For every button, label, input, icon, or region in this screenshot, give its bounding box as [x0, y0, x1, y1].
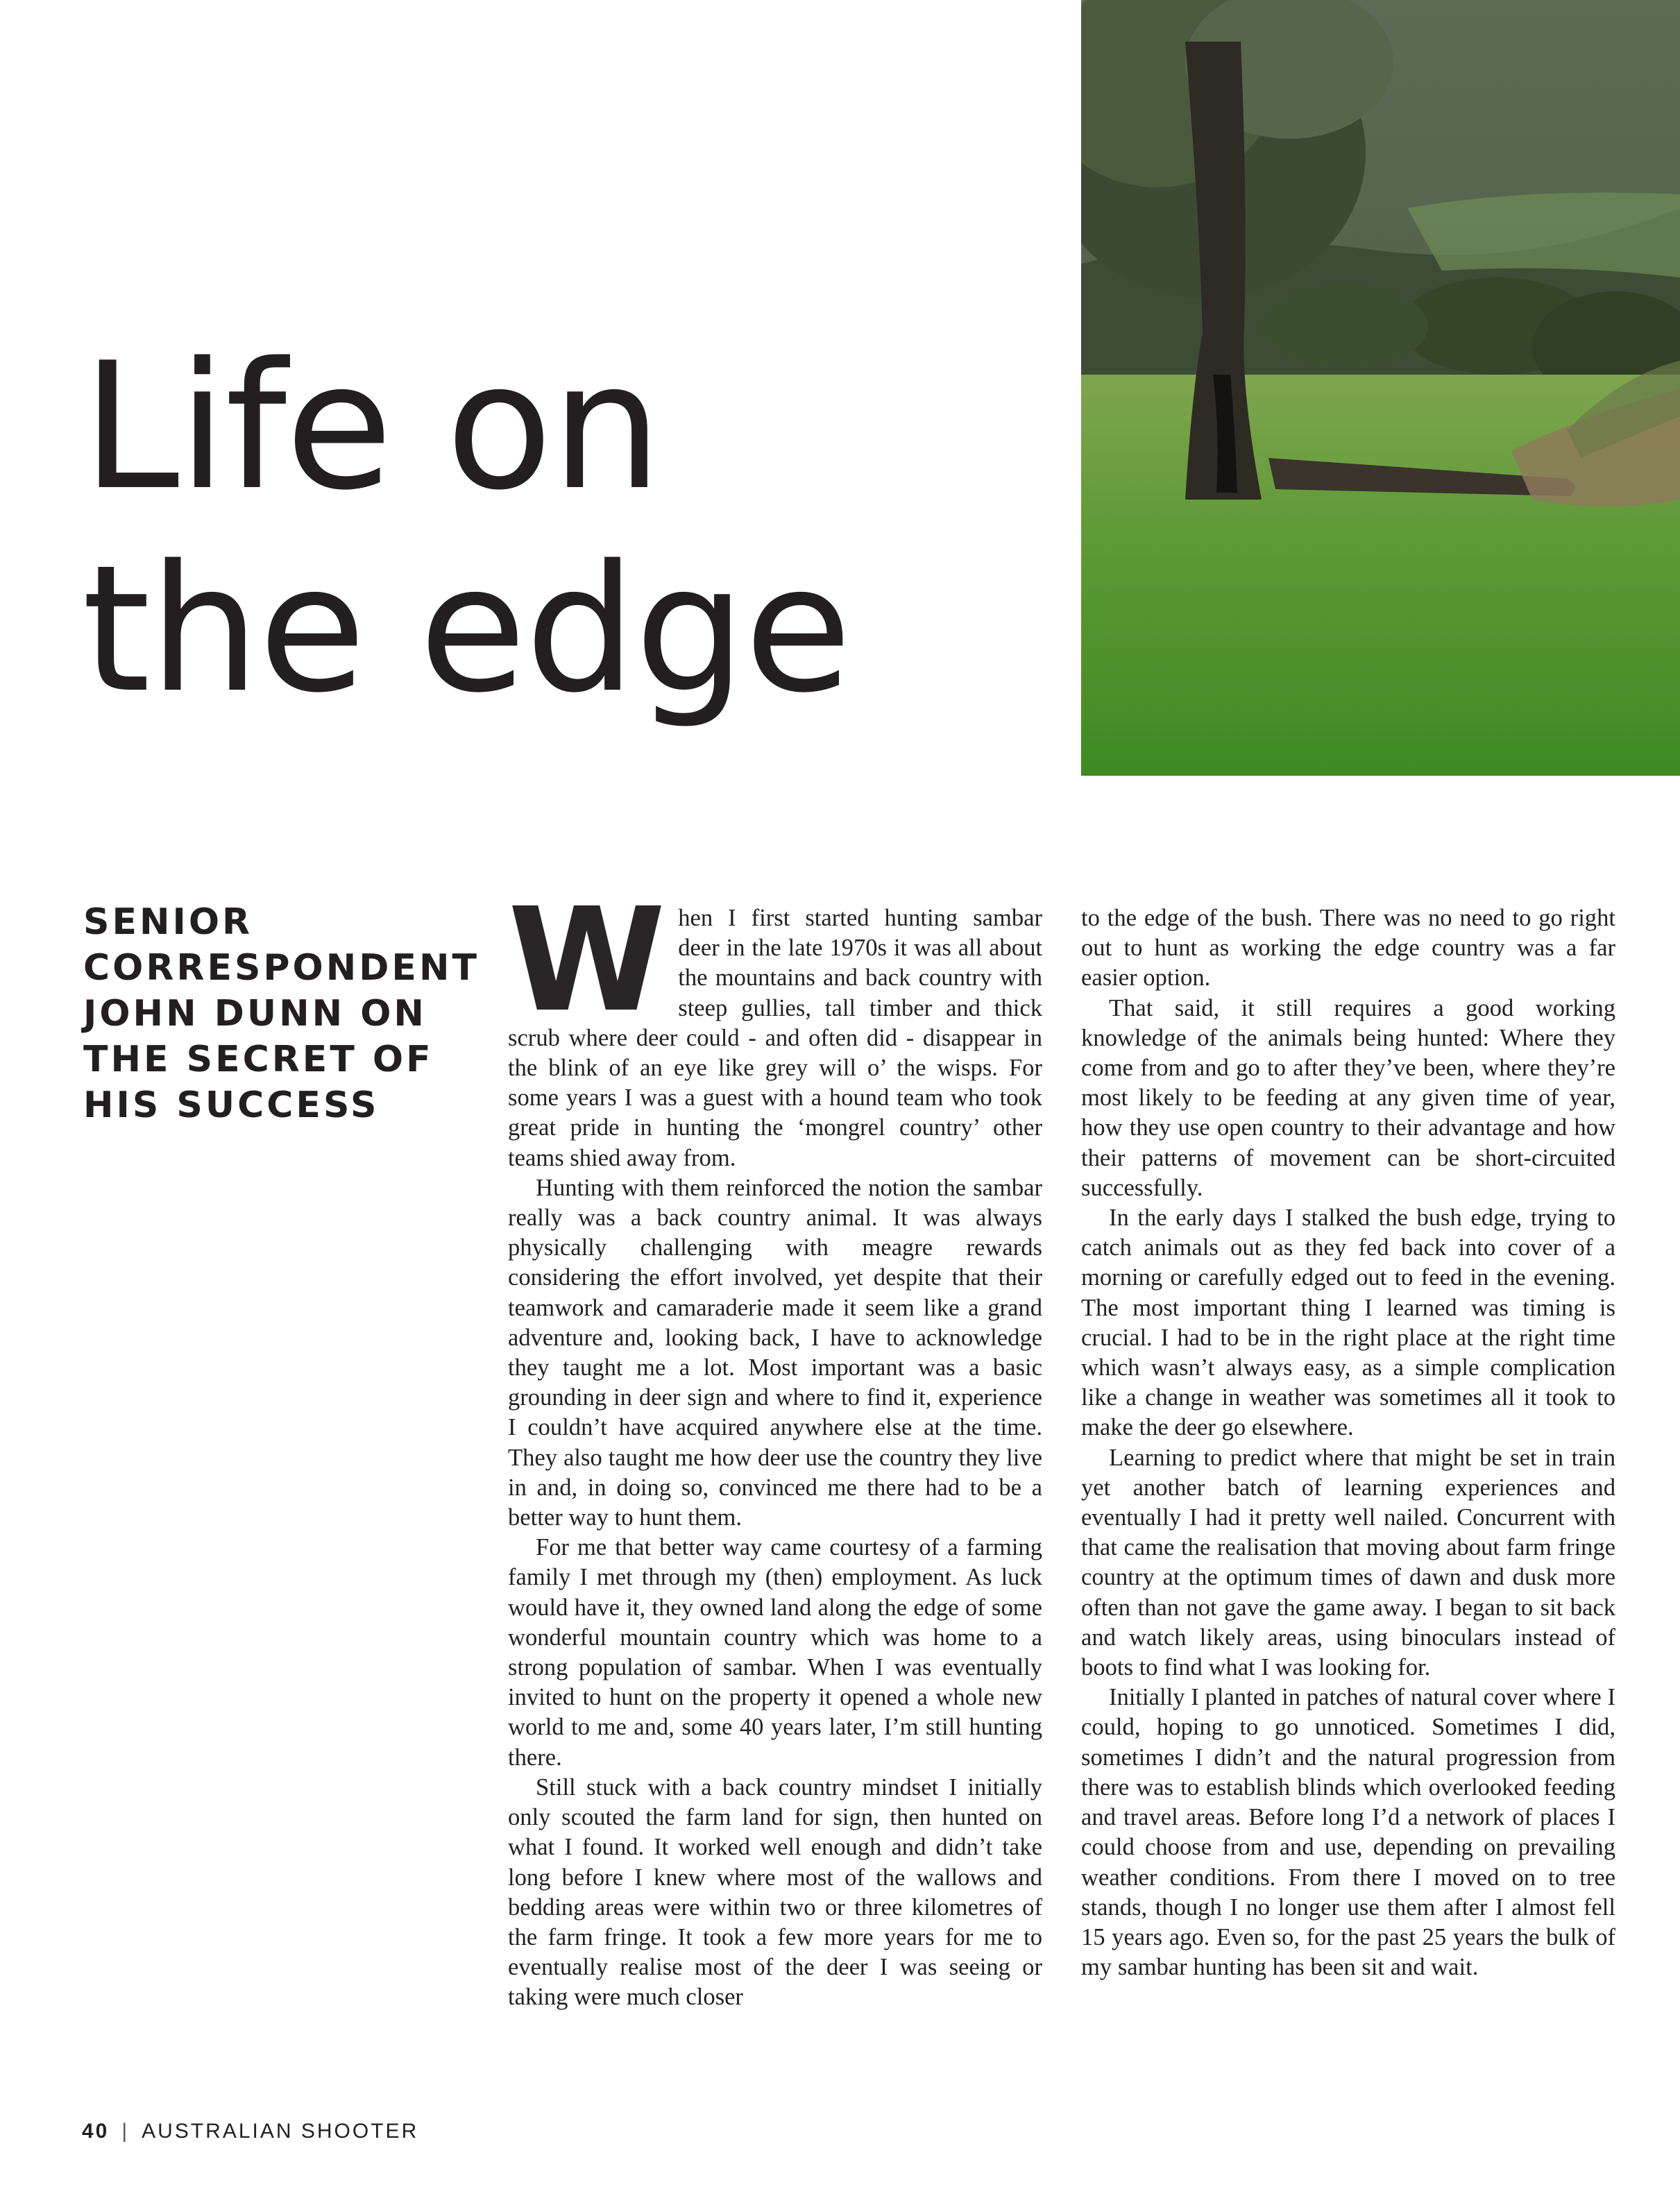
page-number: 40 — [82, 2120, 110, 2143]
drop-cap: W — [508, 877, 662, 1044]
headline-line-2: the edge — [82, 528, 851, 731]
headline-line-1: Life on — [82, 325, 661, 529]
article-paragraph: Hunting with them reinforced the notion the sambar really was a back country animal. It was always physically challenging with meagre rewards considering the effort involved, yet despite that their teamwork and camaraderie made it seem like a grand adventure and, looking back, I have to acknowledge they taught me a lot. Most important was a basic grounding in deer sign and where to find it, experience I couldn’t have acquired anywhere else at the time. They also taught me how deer use the country they live in and, in doing so, convinced me there had to be a better way to hunt them. — [508, 1174, 1042, 1531]
article-paragraph: to the edge of the bush. There was no need to go right out to hunt as working the edge country was a far easier option. — [1081, 905, 1615, 992]
landscape-photo — [1081, 0, 1680, 776]
article-paragraph — [508, 877, 1042, 1173]
footer-separator: | — [121, 2120, 130, 2143]
standfirst: SENIOR CORRESPONDENT JOHN DUNN ON THE SECRET OF HIS SUCCESS — [83, 901, 480, 1126]
article-paragraph: For me that better way came courtesy of a farming family I met through my (then) employment. As luck would have it, they owned land along the edge of some wonderful mountain country which was home to a strong population of sambar. When I was eventually invited to hunt on the property it opened a whole new world to me and, some 40 years later, I’m still hunting there. — [508, 1534, 1042, 1771]
article-column-2 — [1081, 903, 1615, 1982]
headline — [82, 326, 851, 731]
publication-name: AUSTRALIAN SHOOTER — [142, 2120, 419, 2143]
article-paragraph: Still stuck with a back country mindset I initially only scouted the farm land for sign, then hunted on what I found. It worked well enough and didn’t take long before I knew where most of the wallows and bedding areas were within two or three kilometres of the farm fringe. It took a few more years for me to eventually realise most of the deer I was seeing or taking were much closer — [508, 1773, 1042, 2011]
paddock-tree-image — [1081, 0, 1680, 776]
page-footer — [82, 2120, 418, 2143]
article-paragraph: Initially I planted in patches of natural cover where I could, hoping to go unnoticed. Sometimes I did, sometimes I didn’t and the natural progression from there was to establish blinds which overlooked feeding and travel areas. Before long I’d a network of places I could choose from and use, depending on prevailing weather conditions. From there I moved on to tree stands, though I no longer use them after I almost fell 15 years ago. Even so, for the past 25 years the bulk of my sambar hunting has been sit and wait. — [1081, 1684, 1615, 1981]
article-paragraph: Learning to predict where that might be set in train yet another batch of learning experiences and eventually I had it pretty well nailed. Concurrent with that came the realisation that moving about farm fringe country at the optimum times of dawn and dusk more often than not gave the game away. I began to sit back and watch likely areas, using binoculars instead of boots to find what I was looking for. — [1081, 1444, 1615, 1681]
paragraph-text: hen I first started hunting sambar deer in the late 1970s it was all about the mountains and back country with steep gullies, tall timber and thick scrub where deer could - and often did - disappear in the blink of an eye like grey will o’ the wisps. For some years I was a guest with a hound team who took great pride in hunting the ‘mongrel country’ other teams shied away from. — [508, 905, 1042, 1171]
article-paragraph: That said, it still requires a good working knowledge of the animals being hunted: Where they come from and go to after they’ve been, where they’re most likely to be feeding at any given time of year, how they use open country to their advantage and how their patterns of movement can be short-circuited successfully. — [1081, 994, 1615, 1201]
article-column-1 — [508, 877, 1042, 2013]
article-paragraph: In the early days I stalked the bush edge, trying to catch animals out as they fed back into cover of a morning or carefully edged out to feed in the evening. The most important thing I learned was timing is crucial. I had to be in the right place at the right time which wasn’t always easy, as a simple complication like a change in weather was sometimes all it took to make the deer go elsewhere. — [1081, 1205, 1615, 1441]
